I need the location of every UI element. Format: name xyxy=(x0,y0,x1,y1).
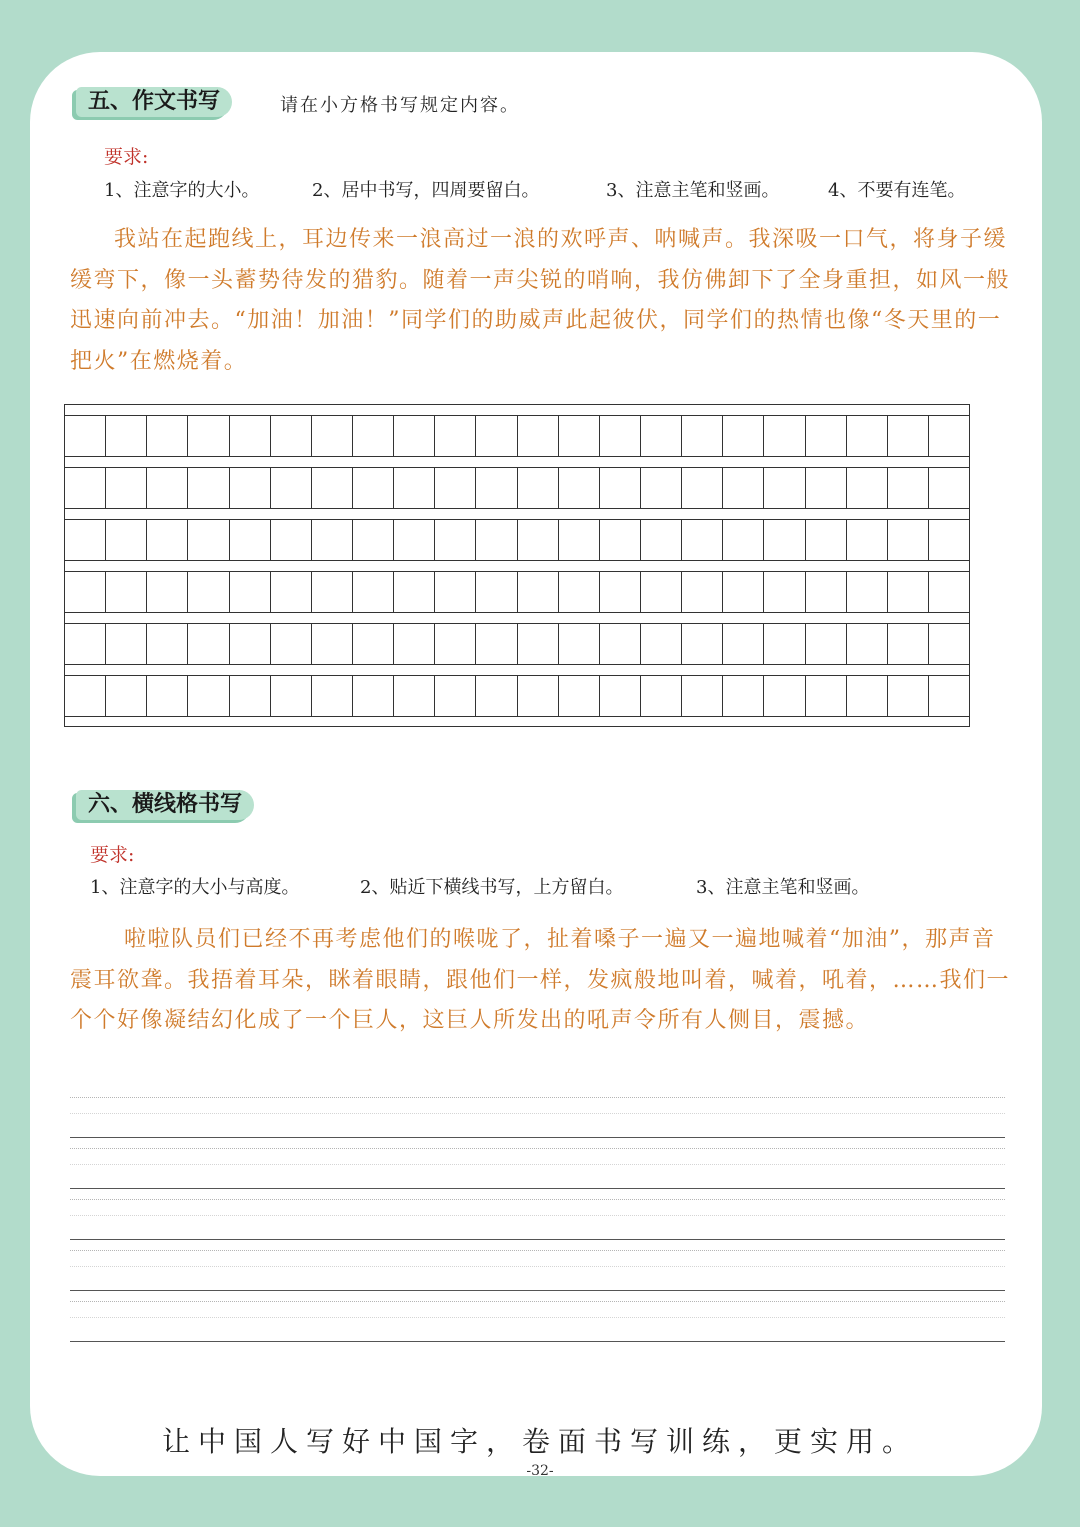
grid-cell[interactable] xyxy=(188,520,229,560)
grid-gap-row xyxy=(64,508,970,519)
grid-cell[interactable] xyxy=(518,624,559,664)
grid-gap-row xyxy=(64,404,970,415)
grid-cell[interactable] xyxy=(806,624,847,664)
guide-rule xyxy=(70,1215,1005,1216)
grid-cell[interactable] xyxy=(764,624,805,664)
grid-cell[interactable] xyxy=(230,676,271,716)
grid-cell[interactable] xyxy=(271,468,312,508)
section6-requirement-3: 3、注意主笔和竖画。 xyxy=(696,877,870,898)
guide-rule xyxy=(70,1097,1005,1098)
grid-cell[interactable] xyxy=(312,676,353,716)
grid-cell[interactable] xyxy=(271,624,312,664)
grid-cell[interactable] xyxy=(929,468,969,508)
grid-cell[interactable] xyxy=(641,624,682,664)
guide-rule xyxy=(70,1266,1005,1267)
grid-cell[interactable] xyxy=(723,624,764,664)
grid-cell[interactable] xyxy=(888,572,929,612)
grid-cell[interactable] xyxy=(188,416,229,456)
grid-cell[interactable] xyxy=(723,572,764,612)
grid-cell[interactable] xyxy=(600,572,641,612)
grid-cell[interactable] xyxy=(353,468,394,508)
grid-gap-row xyxy=(64,716,970,727)
grid-cell[interactable] xyxy=(271,676,312,716)
grid-cell[interactable] xyxy=(353,416,394,456)
grid-cell[interactable] xyxy=(559,624,600,664)
section5-instruction: 请在小方格书写规定内容。 xyxy=(280,95,520,116)
grid-cell[interactable] xyxy=(435,572,476,612)
section6-requirement-1: 1、注意字的大小与高度。 xyxy=(90,877,300,898)
grid-cell[interactable] xyxy=(147,676,188,716)
grid-cell[interactable] xyxy=(847,416,888,456)
grid-cell[interactable] xyxy=(723,416,764,456)
guide-rule xyxy=(70,1250,1005,1251)
grid-cell[interactable] xyxy=(230,468,271,508)
grid-cell[interactable] xyxy=(106,520,147,560)
baseline-rule xyxy=(70,1239,1005,1240)
grid-cell[interactable] xyxy=(230,520,271,560)
grid-cell[interactable] xyxy=(271,572,312,612)
grid-cell[interactable] xyxy=(682,676,723,716)
grid-cell[interactable] xyxy=(888,676,929,716)
grid-cell[interactable] xyxy=(723,676,764,716)
grid-cell[interactable] xyxy=(353,572,394,612)
guide-rule xyxy=(70,1301,1005,1302)
grid-cell[interactable] xyxy=(559,572,600,612)
grid-cell[interactable] xyxy=(147,624,188,664)
grid-cell[interactable] xyxy=(353,520,394,560)
page-number: -32- xyxy=(526,1463,554,1479)
grid-cell[interactable] xyxy=(600,468,641,508)
grid-cell[interactable] xyxy=(188,572,229,612)
grid-cell[interactable] xyxy=(394,416,435,456)
grid-cell[interactable] xyxy=(65,520,106,560)
grid-cell[interactable] xyxy=(230,624,271,664)
grid-cell[interactable] xyxy=(435,520,476,560)
grid-row xyxy=(64,415,970,457)
grid-cell[interactable] xyxy=(394,676,435,716)
grid-cell[interactable] xyxy=(847,468,888,508)
footer-slogan: 让中国人写好中国字，卷面书写训练，更实用。 xyxy=(161,1425,918,1458)
grid-cell[interactable] xyxy=(764,468,805,508)
grid-cell[interactable] xyxy=(764,520,805,560)
grid-cell[interactable] xyxy=(353,624,394,664)
section5-requirement-1: 1、注意字的大小。 xyxy=(104,180,260,201)
grid-cell[interactable] xyxy=(476,624,517,664)
section5-title: 五、作文书写 xyxy=(76,87,232,117)
grid-cell[interactable] xyxy=(641,520,682,560)
ruled-line-set[interactable] xyxy=(70,1199,1005,1247)
grid-cell[interactable] xyxy=(188,468,229,508)
section6-title: 六、横线格书写 xyxy=(76,790,254,820)
grid-cell[interactable] xyxy=(435,416,476,456)
grid-cell[interactable] xyxy=(682,468,723,508)
grid-cell[interactable] xyxy=(847,520,888,560)
grid-cell[interactable] xyxy=(147,572,188,612)
grid-cell[interactable] xyxy=(888,624,929,664)
grid-cell[interactable] xyxy=(641,416,682,456)
ruled-line-set[interactable] xyxy=(70,1250,1005,1298)
grid-cell[interactable] xyxy=(394,520,435,560)
grid-cell[interactable] xyxy=(559,520,600,560)
grid-cell[interactable] xyxy=(271,416,312,456)
grid-cell[interactable] xyxy=(312,416,353,456)
grid-cell[interactable] xyxy=(682,520,723,560)
grid-cell[interactable] xyxy=(394,572,435,612)
grid-cell[interactable] xyxy=(559,676,600,716)
grid-cell[interactable] xyxy=(188,676,229,716)
ruled-line-set[interactable] xyxy=(70,1097,1005,1145)
grid-cell[interactable] xyxy=(559,468,600,508)
grid-cell[interactable] xyxy=(559,416,600,456)
section5-requirement-4: 4、不要有连笔。 xyxy=(828,180,966,201)
grid-cell[interactable] xyxy=(147,520,188,560)
guide-rule xyxy=(70,1164,1005,1165)
grid-cell[interactable] xyxy=(806,520,847,560)
ruled-line-set[interactable] xyxy=(70,1301,1005,1349)
grid-cell[interactable] xyxy=(435,624,476,664)
grid-cell[interactable] xyxy=(476,676,517,716)
grid-cell[interactable] xyxy=(106,468,147,508)
grid-cell[interactable] xyxy=(682,572,723,612)
grid-cell[interactable] xyxy=(353,676,394,716)
grid-cell[interactable] xyxy=(929,416,969,456)
grid-cell[interactable] xyxy=(929,676,969,716)
grid-cell[interactable] xyxy=(929,624,969,664)
grid-cell[interactable] xyxy=(600,520,641,560)
grid-cell[interactable] xyxy=(106,572,147,612)
grid-cell[interactable] xyxy=(312,624,353,664)
guide-rule xyxy=(70,1148,1005,1149)
grid-cell[interactable] xyxy=(682,624,723,664)
grid-cell[interactable] xyxy=(271,520,312,560)
section5-requirement-2: 2、居中书写，四周要留白。 xyxy=(312,180,540,201)
grid-cell[interactable] xyxy=(476,416,517,456)
grid-cell[interactable] xyxy=(230,416,271,456)
grid-cell[interactable] xyxy=(518,572,559,612)
grid-cell[interactable] xyxy=(682,416,723,456)
grid-row xyxy=(64,623,970,665)
grid-cell[interactable] xyxy=(435,676,476,716)
grid-cell[interactable] xyxy=(394,624,435,664)
grid-cell[interactable] xyxy=(806,572,847,612)
grid-cell[interactable] xyxy=(106,624,147,664)
grid-cell[interactable] xyxy=(435,468,476,508)
grid-cell[interactable] xyxy=(806,416,847,456)
grid-cell[interactable] xyxy=(188,624,229,664)
section6-passage: 啦啦队员们已经不再考虑他们的喉咙了，扯着嗓子一遍又一遍地喊着“加油”，那声音震耳欲聋。我捂着耳朵，眯着眼睛，跟他们一样，发疯般地叫着，喊着，吼着，……我们一个个好像凝结幻化成了一个巨人，这巨人所发出的吼声令所有人侧目，震撼。 xyxy=(70,927,1011,1033)
grid-cell[interactable] xyxy=(764,416,805,456)
grid-cell[interactable] xyxy=(65,468,106,508)
section5-requirements-label: 要求: xyxy=(104,146,149,168)
section6-requirements-label: 要求: xyxy=(90,844,135,866)
grid-cell[interactable] xyxy=(518,520,559,560)
grid-cell[interactable] xyxy=(847,676,888,716)
ruled-line-set[interactable] xyxy=(70,1148,1005,1196)
grid-cell[interactable] xyxy=(888,468,929,508)
grid-gap-row xyxy=(64,664,970,675)
grid-row xyxy=(64,571,970,613)
grid-cell[interactable] xyxy=(147,416,188,456)
grid-cell[interactable] xyxy=(641,676,682,716)
grid-cell[interactable] xyxy=(476,520,517,560)
baseline-rule xyxy=(70,1290,1005,1291)
grid-cell[interactable] xyxy=(641,572,682,612)
grid-cell[interactable] xyxy=(106,676,147,716)
grid-cell[interactable] xyxy=(929,520,969,560)
grid-cell[interactable] xyxy=(806,676,847,716)
grid-cell[interactable] xyxy=(312,572,353,612)
grid-cell[interactable] xyxy=(518,676,559,716)
grid-gap-row xyxy=(64,560,970,571)
grid-cell[interactable] xyxy=(723,520,764,560)
grid-cell[interactable] xyxy=(65,676,106,716)
grid-cell[interactable] xyxy=(476,468,517,508)
grid-cell[interactable] xyxy=(518,468,559,508)
grid-cell[interactable] xyxy=(312,468,353,508)
grid-cell[interactable] xyxy=(600,676,641,716)
grid-cell[interactable] xyxy=(230,572,271,612)
grid-cell[interactable] xyxy=(312,520,353,560)
grid-cell[interactable] xyxy=(929,572,969,612)
grid-gap-row xyxy=(64,456,970,467)
guide-rule xyxy=(70,1113,1005,1114)
grid-cell[interactable] xyxy=(147,468,188,508)
section6-requirement-2: 2、贴近下横线书写，上方留白。 xyxy=(360,877,624,898)
grid-cell[interactable] xyxy=(600,416,641,456)
grid-row xyxy=(64,675,970,717)
grid-cell[interactable] xyxy=(847,624,888,664)
grid-cell[interactable] xyxy=(518,416,559,456)
baseline-rule xyxy=(70,1188,1005,1189)
guide-rule xyxy=(70,1199,1005,1200)
grid-cell[interactable] xyxy=(65,416,106,456)
grid-row xyxy=(64,467,970,509)
grid-cell[interactable] xyxy=(888,520,929,560)
grid-cell[interactable] xyxy=(476,572,517,612)
baseline-rule xyxy=(70,1341,1005,1342)
grid-row xyxy=(64,519,970,561)
section5-passage: 我站在起跑线上，耳边传来一浪高过一浪的欢呼声、呐喊声。我深吸一口气，将身子缓缓弯下，像一头蓄势待发的猎豹。随着一声尖锐的哨响，我仿佛卸下了全身重担，如风一般迅速向前冲去。“加油！加油！”同学们的助威声此起彼伏，同学们的热情也像“冬天里的一把火”在燃烧着。 xyxy=(70,227,1011,374)
grid-cell[interactable] xyxy=(847,572,888,612)
grid-cell[interactable] xyxy=(723,468,764,508)
grid-cell[interactable] xyxy=(888,416,929,456)
baseline-rule xyxy=(70,1137,1005,1138)
grid-gap-row xyxy=(64,612,970,623)
grid-cell[interactable] xyxy=(394,468,435,508)
section5-requirement-3: 3、注意主笔和竖画。 xyxy=(606,180,780,201)
grid-cell[interactable] xyxy=(764,676,805,716)
grid-cell[interactable] xyxy=(641,468,682,508)
guide-rule xyxy=(70,1317,1005,1318)
grid-cell[interactable] xyxy=(764,572,805,612)
grid-cell[interactable] xyxy=(600,624,641,664)
grid-cell[interactable] xyxy=(65,572,106,612)
grid-cell[interactable] xyxy=(106,416,147,456)
grid-cell[interactable] xyxy=(806,468,847,508)
grid-cell[interactable] xyxy=(65,624,106,664)
